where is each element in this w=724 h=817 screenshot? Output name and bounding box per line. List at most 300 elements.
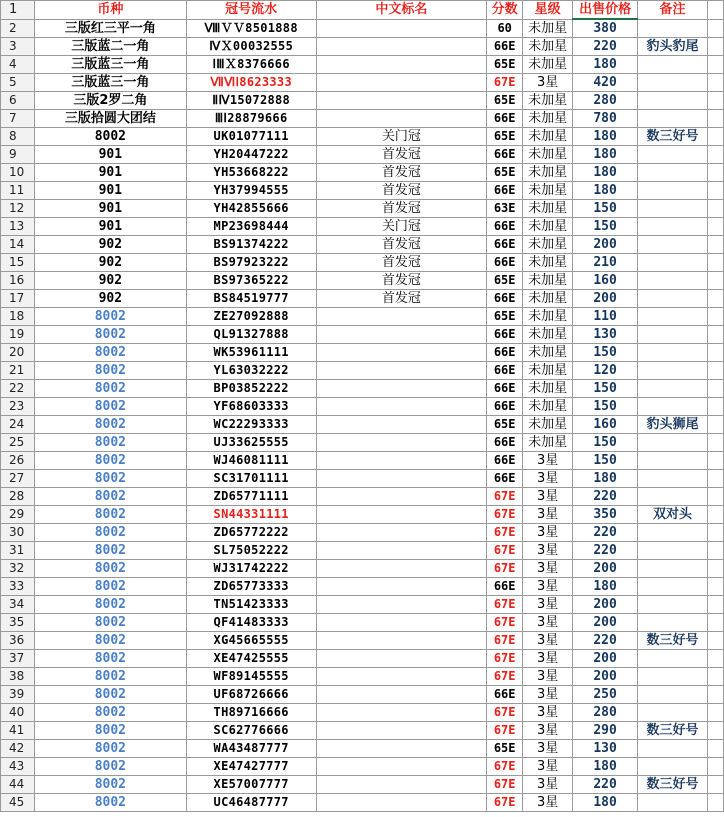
row-number[interactable]: 18: [1, 308, 35, 326]
note-cell[interactable]: [638, 650, 708, 668]
score-cell[interactable]: 65E: [487, 128, 523, 146]
empty-cell[interactable]: [707, 614, 723, 632]
serial-cell[interactable]: UC46487777: [186, 794, 316, 812]
serial-cell[interactable]: WC22293333: [186, 416, 316, 434]
row-number[interactable]: 33: [1, 578, 35, 596]
currency-cell[interactable]: 8002: [34, 362, 186, 380]
currency-cell[interactable]: 8002: [34, 668, 186, 686]
star-cell[interactable]: 3星: [523, 722, 573, 740]
star-cell[interactable]: 3星: [523, 632, 573, 650]
price-cell[interactable]: 220: [573, 632, 638, 650]
chinese-name-cell[interactable]: 关门冠: [316, 128, 487, 146]
row-number[interactable]: 8: [1, 128, 35, 146]
empty-cell[interactable]: [707, 506, 723, 524]
price-cell[interactable]: 380: [573, 19, 638, 38]
price-cell[interactable]: 150: [573, 398, 638, 416]
chinese-name-cell[interactable]: [316, 542, 487, 560]
price-cell[interactable]: 150: [573, 380, 638, 398]
price-cell[interactable]: 180: [573, 164, 638, 182]
currency-cell[interactable]: 8002: [34, 452, 186, 470]
price-cell[interactable]: 180: [573, 758, 638, 776]
star-cell[interactable]: 3星: [523, 776, 573, 794]
score-cell[interactable]: 65E: [487, 164, 523, 182]
serial-cell[interactable]: ⅣＸ00032555: [186, 38, 316, 56]
serial-cell[interactable]: WA43487777: [186, 740, 316, 758]
empty-cell[interactable]: [707, 632, 723, 650]
star-cell[interactable]: 3星: [523, 560, 573, 578]
empty-cell[interactable]: [707, 470, 723, 488]
note-cell[interactable]: [638, 19, 708, 38]
chinese-name-cell[interactable]: 关门冠: [316, 218, 487, 236]
score-cell[interactable]: 60: [487, 19, 523, 38]
currency-cell[interactable]: 8002: [34, 740, 186, 758]
serial-cell[interactable]: ZE27092888: [186, 308, 316, 326]
serial-cell[interactable]: ⅡⅣ15072888: [186, 92, 316, 110]
empty-cell[interactable]: [707, 398, 723, 416]
currency-cell[interactable]: 三版蓝三一角: [34, 74, 186, 92]
score-cell[interactable]: 66E: [487, 362, 523, 380]
empty-cell[interactable]: [707, 254, 723, 272]
chinese-name-cell[interactable]: [316, 398, 487, 416]
star-cell[interactable]: 未加星: [523, 362, 573, 380]
chinese-name-cell[interactable]: 首发冠: [316, 182, 487, 200]
row-number[interactable]: 43: [1, 758, 35, 776]
serial-cell[interactable]: YH37994555: [186, 182, 316, 200]
note-cell[interactable]: [638, 578, 708, 596]
empty-cell[interactable]: [707, 740, 723, 758]
currency-cell[interactable]: 8002: [34, 596, 186, 614]
serial-cell[interactable]: TN51423333: [186, 596, 316, 614]
empty-cell[interactable]: [707, 182, 723, 200]
empty-cell[interactable]: [707, 326, 723, 344]
note-cell[interactable]: [638, 704, 708, 722]
currency-cell[interactable]: 901: [34, 200, 186, 218]
price-cell[interactable]: 180: [573, 578, 638, 596]
star-cell[interactable]: 3星: [523, 542, 573, 560]
serial-cell[interactable]: SL75052222: [186, 542, 316, 560]
row-number[interactable]: 13: [1, 218, 35, 236]
note-cell[interactable]: [638, 596, 708, 614]
star-cell[interactable]: 未加星: [523, 38, 573, 56]
serial-cell[interactable]: WJ46081111: [186, 452, 316, 470]
row-number[interactable]: 42: [1, 740, 35, 758]
empty-cell[interactable]: [707, 722, 723, 740]
score-cell[interactable]: 67E: [487, 758, 523, 776]
chinese-name-cell[interactable]: [316, 38, 487, 56]
currency-cell[interactable]: 901: [34, 146, 186, 164]
price-cell[interactable]: 280: [573, 92, 638, 110]
note-cell[interactable]: [638, 740, 708, 758]
row-number[interactable]: 3: [1, 38, 35, 56]
price-cell[interactable]: 200: [573, 668, 638, 686]
star-cell[interactable]: 未加星: [523, 380, 573, 398]
row-number[interactable]: 26: [1, 452, 35, 470]
empty-cell[interactable]: [707, 362, 723, 380]
row-number[interactable]: 20: [1, 344, 35, 362]
score-cell[interactable]: 67E: [487, 668, 523, 686]
chinese-name-cell[interactable]: [316, 686, 487, 704]
row-number[interactable]: 37: [1, 650, 35, 668]
chinese-name-cell[interactable]: [316, 740, 487, 758]
chinese-name-cell[interactable]: [316, 614, 487, 632]
currency-cell[interactable]: 8002: [34, 758, 186, 776]
serial-cell[interactable]: BS97365222: [186, 272, 316, 290]
empty-cell[interactable]: [707, 1, 723, 20]
price-cell[interactable]: 200: [573, 560, 638, 578]
row-number[interactable]: 16: [1, 272, 35, 290]
row-number[interactable]: 14: [1, 236, 35, 254]
score-cell[interactable]: 67E: [487, 632, 523, 650]
star-cell[interactable]: 3星: [523, 758, 573, 776]
serial-cell[interactable]: MP23698444: [186, 218, 316, 236]
chinese-name-cell[interactable]: [316, 308, 487, 326]
note-cell[interactable]: [638, 110, 708, 128]
empty-cell[interactable]: [707, 146, 723, 164]
star-cell[interactable]: 未加星: [523, 416, 573, 434]
score-cell[interactable]: 66E: [487, 380, 523, 398]
row-number[interactable]: 36: [1, 632, 35, 650]
score-cell[interactable]: 66E: [487, 434, 523, 452]
empty-cell[interactable]: [707, 524, 723, 542]
currency-cell[interactable]: 8002: [34, 722, 186, 740]
score-cell[interactable]: 67E: [487, 650, 523, 668]
row-number[interactable]: 44: [1, 776, 35, 794]
note-cell[interactable]: [638, 758, 708, 776]
header-score[interactable]: 分数: [487, 1, 523, 20]
row-number[interactable]: 29: [1, 506, 35, 524]
star-cell[interactable]: 未加星: [523, 92, 573, 110]
score-cell[interactable]: 67E: [487, 488, 523, 506]
row-number[interactable]: 45: [1, 794, 35, 812]
star-cell[interactable]: 未加星: [523, 110, 573, 128]
serial-cell[interactable]: UF68726666: [186, 686, 316, 704]
star-cell[interactable]: 未加星: [523, 398, 573, 416]
score-cell[interactable]: 67E: [487, 596, 523, 614]
score-cell[interactable]: 67E: [487, 794, 523, 812]
currency-cell[interactable]: 8002: [34, 794, 186, 812]
currency-cell[interactable]: 902: [34, 254, 186, 272]
score-cell[interactable]: 67E: [487, 506, 523, 524]
star-cell[interactable]: 未加星: [523, 344, 573, 362]
empty-cell[interactable]: [707, 38, 723, 56]
serial-cell[interactable]: BP03852222: [186, 380, 316, 398]
note-cell[interactable]: 数三好号: [638, 776, 708, 794]
serial-cell[interactable]: WJ31742222: [186, 560, 316, 578]
serial-cell[interactable]: QF41483333: [186, 614, 316, 632]
chinese-name-cell[interactable]: [316, 632, 487, 650]
chinese-name-cell[interactable]: 首发冠: [316, 164, 487, 182]
score-cell[interactable]: 66E: [487, 686, 523, 704]
score-cell[interactable]: 66E: [487, 254, 523, 272]
note-cell[interactable]: [638, 290, 708, 308]
price-cell[interactable]: 200: [573, 650, 638, 668]
note-cell[interactable]: [638, 74, 708, 92]
chinese-name-cell[interactable]: 首发冠: [316, 254, 487, 272]
serial-cell[interactable]: WF89145555: [186, 668, 316, 686]
price-cell[interactable]: 130: [573, 740, 638, 758]
serial-cell[interactable]: YL63032222: [186, 362, 316, 380]
note-cell[interactable]: 双对头: [638, 506, 708, 524]
note-cell[interactable]: [638, 686, 708, 704]
empty-cell[interactable]: [707, 596, 723, 614]
star-cell[interactable]: 3星: [523, 452, 573, 470]
chinese-name-cell[interactable]: [316, 776, 487, 794]
empty-cell[interactable]: [707, 110, 723, 128]
score-cell[interactable]: 67E: [487, 722, 523, 740]
row-number[interactable]: 1: [1, 1, 35, 20]
note-cell[interactable]: [638, 56, 708, 74]
note-cell[interactable]: [638, 164, 708, 182]
chinese-name-cell[interactable]: [316, 56, 487, 74]
note-cell[interactable]: [638, 560, 708, 578]
star-cell[interactable]: 未加星: [523, 308, 573, 326]
currency-cell[interactable]: 8002: [34, 344, 186, 362]
currency-cell[interactable]: 8002: [34, 308, 186, 326]
score-cell[interactable]: 66E: [487, 38, 523, 56]
serial-cell[interactable]: ⅢⅠ28879666: [186, 110, 316, 128]
score-cell[interactable]: 65E: [487, 740, 523, 758]
chinese-name-cell[interactable]: [316, 416, 487, 434]
empty-cell[interactable]: [707, 290, 723, 308]
score-cell[interactable]: 66E: [487, 344, 523, 362]
serial-cell[interactable]: YH53668222: [186, 164, 316, 182]
empty-cell[interactable]: [707, 380, 723, 398]
star-cell[interactable]: 未加星: [523, 146, 573, 164]
note-cell[interactable]: [638, 236, 708, 254]
serial-cell[interactable]: SC31701111: [186, 470, 316, 488]
currency-cell[interactable]: 8002: [34, 416, 186, 434]
row-number[interactable]: 7: [1, 110, 35, 128]
score-cell[interactable]: 66E: [487, 578, 523, 596]
serial-cell[interactable]: TH89716666: [186, 704, 316, 722]
star-cell[interactable]: 未加星: [523, 254, 573, 272]
note-cell[interactable]: [638, 380, 708, 398]
empty-cell[interactable]: [707, 686, 723, 704]
serial-cell[interactable]: UK01077111: [186, 128, 316, 146]
chinese-name-cell[interactable]: [316, 344, 487, 362]
chinese-name-cell[interactable]: [316, 452, 487, 470]
row-number[interactable]: 5: [1, 74, 35, 92]
row-number[interactable]: 31: [1, 542, 35, 560]
score-cell[interactable]: 65E: [487, 272, 523, 290]
currency-cell[interactable]: 8002: [34, 578, 186, 596]
star-cell[interactable]: 3星: [523, 470, 573, 488]
serial-cell[interactable]: ZD65772222: [186, 524, 316, 542]
header-note[interactable]: 备注: [638, 1, 708, 20]
empty-cell[interactable]: [707, 776, 723, 794]
chinese-name-cell[interactable]: [316, 470, 487, 488]
row-number[interactable]: 11: [1, 182, 35, 200]
note-cell[interactable]: [638, 308, 708, 326]
row-number[interactable]: 9: [1, 146, 35, 164]
star-cell[interactable]: 未加星: [523, 56, 573, 74]
note-cell[interactable]: [638, 362, 708, 380]
star-cell[interactable]: 3星: [523, 740, 573, 758]
price-cell[interactable]: 160: [573, 272, 638, 290]
star-cell[interactable]: 3星: [523, 704, 573, 722]
price-cell[interactable]: 350: [573, 506, 638, 524]
note-cell[interactable]: 豹头豹尾: [638, 38, 708, 56]
price-cell[interactable]: 150: [573, 452, 638, 470]
note-cell[interactable]: [638, 452, 708, 470]
currency-cell[interactable]: 901: [34, 218, 186, 236]
row-number[interactable]: 10: [1, 164, 35, 182]
star-cell[interactable]: 3星: [523, 596, 573, 614]
chinese-name-cell[interactable]: [316, 650, 487, 668]
star-cell[interactable]: 3星: [523, 578, 573, 596]
chinese-name-cell[interactable]: [316, 758, 487, 776]
note-cell[interactable]: 数三好号: [638, 128, 708, 146]
price-cell[interactable]: 150: [573, 434, 638, 452]
price-cell[interactable]: 280: [573, 704, 638, 722]
note-cell[interactable]: 数三好号: [638, 632, 708, 650]
price-cell[interactable]: 200: [573, 596, 638, 614]
price-cell[interactable]: 120: [573, 362, 638, 380]
score-cell[interactable]: 66E: [487, 290, 523, 308]
note-cell[interactable]: [638, 524, 708, 542]
currency-cell[interactable]: 8002: [34, 650, 186, 668]
empty-cell[interactable]: [707, 452, 723, 470]
score-cell[interactable]: 66E: [487, 326, 523, 344]
price-cell[interactable]: 220: [573, 38, 638, 56]
currency-cell[interactable]: 8002: [34, 524, 186, 542]
price-cell[interactable]: 250: [573, 686, 638, 704]
currency-cell[interactable]: 8002: [34, 704, 186, 722]
serial-cell[interactable]: XG45665555: [186, 632, 316, 650]
row-number[interactable]: 30: [1, 524, 35, 542]
score-cell[interactable]: 65E: [487, 308, 523, 326]
row-number[interactable]: 28: [1, 488, 35, 506]
currency-cell[interactable]: 8002: [34, 776, 186, 794]
row-number[interactable]: 41: [1, 722, 35, 740]
serial-cell[interactable]: UJ33625555: [186, 434, 316, 452]
note-cell[interactable]: [638, 668, 708, 686]
empty-cell[interactable]: [707, 488, 723, 506]
row-number[interactable]: 22: [1, 380, 35, 398]
star-cell[interactable]: 3星: [523, 686, 573, 704]
header-currency[interactable]: 币种: [34, 1, 186, 20]
score-cell[interactable]: 65E: [487, 92, 523, 110]
price-cell[interactable]: 110: [573, 308, 638, 326]
note-cell[interactable]: [638, 146, 708, 164]
score-cell[interactable]: 66E: [487, 452, 523, 470]
empty-cell[interactable]: [707, 416, 723, 434]
chinese-name-cell[interactable]: [316, 578, 487, 596]
chinese-name-cell[interactable]: [316, 506, 487, 524]
serial-cell[interactable]: ⅠⅢＸ8376666: [186, 56, 316, 74]
row-number[interactable]: 21: [1, 362, 35, 380]
serial-cell[interactable]: QL91327888: [186, 326, 316, 344]
price-cell[interactable]: 200: [573, 614, 638, 632]
currency-cell[interactable]: 902: [34, 290, 186, 308]
price-cell[interactable]: 200: [573, 290, 638, 308]
score-cell[interactable]: 66E: [487, 146, 523, 164]
currency-cell[interactable]: 8002: [34, 542, 186, 560]
chinese-name-cell[interactable]: 首发冠: [316, 290, 487, 308]
row-number[interactable]: 38: [1, 668, 35, 686]
currency-cell[interactable]: 8002: [34, 398, 186, 416]
empty-cell[interactable]: [707, 758, 723, 776]
chinese-name-cell[interactable]: [316, 110, 487, 128]
currency-cell[interactable]: 三版蓝三一角: [34, 56, 186, 74]
note-cell[interactable]: [638, 470, 708, 488]
price-cell[interactable]: 150: [573, 344, 638, 362]
currency-cell[interactable]: 8002: [34, 686, 186, 704]
empty-cell[interactable]: [707, 56, 723, 74]
empty-cell[interactable]: [707, 236, 723, 254]
serial-cell[interactable]: YH42855666: [186, 200, 316, 218]
serial-cell[interactable]: SC62776666: [186, 722, 316, 740]
empty-cell[interactable]: [707, 272, 723, 290]
empty-cell[interactable]: [707, 542, 723, 560]
price-cell[interactable]: 220: [573, 524, 638, 542]
currency-cell[interactable]: 三版拾圆大团结: [34, 110, 186, 128]
serial-cell[interactable]: YF68603333: [186, 398, 316, 416]
star-cell[interactable]: 3星: [523, 506, 573, 524]
serial-cell[interactable]: XE47427777: [186, 758, 316, 776]
row-number[interactable]: 34: [1, 596, 35, 614]
price-cell[interactable]: 220: [573, 488, 638, 506]
currency-cell[interactable]: 三版2罗二角: [34, 92, 186, 110]
currency-cell[interactable]: 902: [34, 272, 186, 290]
row-number[interactable]: 4: [1, 56, 35, 74]
price-cell[interactable]: 220: [573, 542, 638, 560]
note-cell[interactable]: [638, 398, 708, 416]
score-cell[interactable]: 66E: [487, 236, 523, 254]
star-cell[interactable]: 未加星: [523, 200, 573, 218]
serial-cell[interactable]: XE57007777: [186, 776, 316, 794]
chinese-name-cell[interactable]: [316, 560, 487, 578]
note-cell[interactable]: [638, 488, 708, 506]
score-cell[interactable]: 67E: [487, 614, 523, 632]
star-cell[interactable]: 未加星: [523, 434, 573, 452]
star-cell[interactable]: 未加星: [523, 272, 573, 290]
price-cell[interactable]: 290: [573, 722, 638, 740]
empty-cell[interactable]: [707, 128, 723, 146]
star-cell[interactable]: 未加星: [523, 290, 573, 308]
score-cell[interactable]: 66E: [487, 218, 523, 236]
note-cell[interactable]: 数三好号: [638, 722, 708, 740]
currency-cell[interactable]: 8002: [34, 434, 186, 452]
price-cell[interactable]: 130: [573, 326, 638, 344]
chinese-name-cell[interactable]: [316, 596, 487, 614]
note-cell[interactable]: 豹头狮尾: [638, 416, 708, 434]
note-cell[interactable]: [638, 200, 708, 218]
price-cell[interactable]: 180: [573, 128, 638, 146]
chinese-name-cell[interactable]: [316, 380, 487, 398]
empty-cell[interactable]: [707, 560, 723, 578]
note-cell[interactable]: [638, 272, 708, 290]
empty-cell[interactable]: [707, 74, 723, 92]
currency-cell[interactable]: 8002: [34, 128, 186, 146]
star-cell[interactable]: 未加星: [523, 326, 573, 344]
empty-cell[interactable]: [707, 19, 723, 38]
chinese-name-cell[interactable]: [316, 488, 487, 506]
price-cell[interactable]: 780: [573, 110, 638, 128]
chinese-name-cell[interactable]: [316, 326, 487, 344]
note-cell[interactable]: [638, 326, 708, 344]
price-cell[interactable]: 150: [573, 218, 638, 236]
row-number[interactable]: 35: [1, 614, 35, 632]
currency-cell[interactable]: 三版蓝二一角: [34, 38, 186, 56]
score-cell[interactable]: 63E: [487, 200, 523, 218]
price-cell[interactable]: 210: [573, 254, 638, 272]
chinese-name-cell[interactable]: [316, 524, 487, 542]
empty-cell[interactable]: [707, 578, 723, 596]
score-cell[interactable]: 66E: [487, 470, 523, 488]
row-number[interactable]: 32: [1, 560, 35, 578]
currency-cell[interactable]: 8002: [34, 560, 186, 578]
